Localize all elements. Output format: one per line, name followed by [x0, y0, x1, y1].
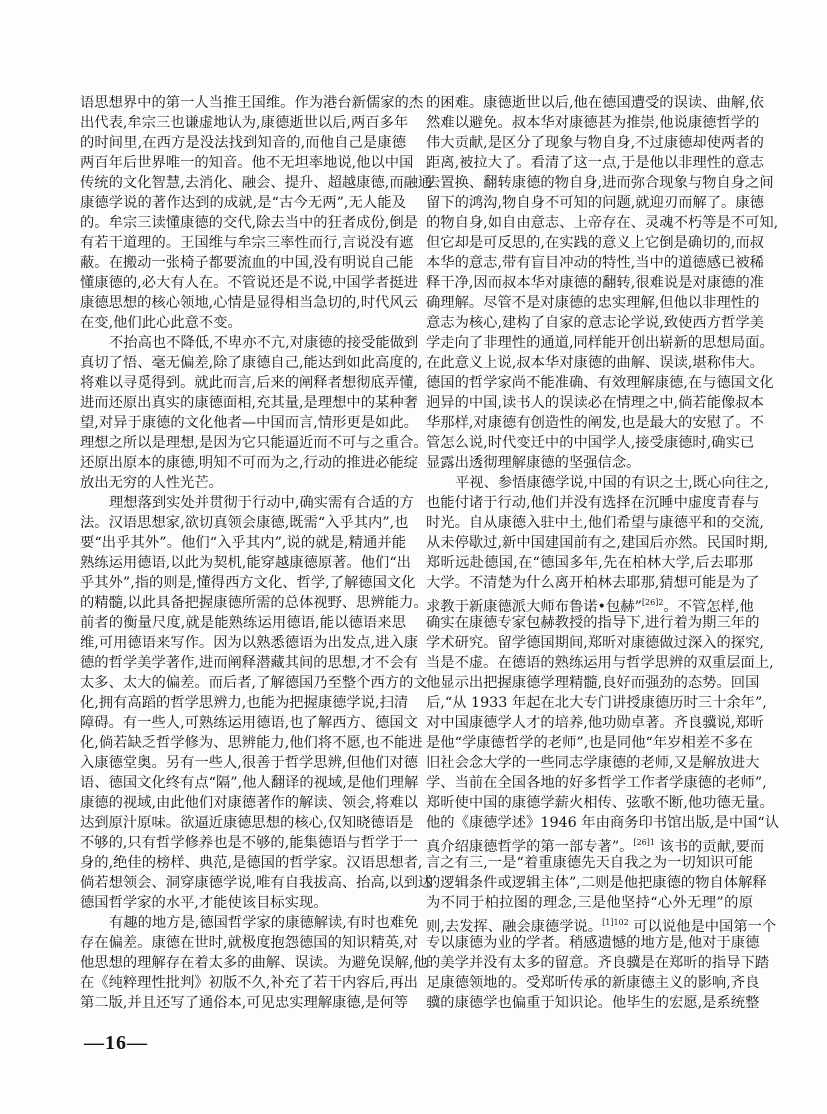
text-line: 理想落到实处并贯彻于行动中,确实需有合适的方: [109, 495, 414, 511]
text-line: 出代表,牟宗三也谦虚地认为,康德逝世以后,两百多年: [80, 115, 409, 131]
text-line: 郑昕使中国的康德学薪火相传、弦歌不断,他功德无量。: [426, 795, 774, 811]
text-line: 的美学并没有太多的留意。齐良骥是在郑昕的指导下踏: [426, 955, 770, 971]
text-line: 进而还原出真实的康德面相,充其量,是理想中的某种奢: [80, 395, 418, 411]
citation-superscript: [26]2: [641, 598, 664, 607]
text-line: 身的,绝佳的榜样、典范,是德国的哲学家。汉语思想者,: [80, 855, 423, 871]
text-line: 留下的鸿沟,物自身不可知的问题,就迎刃而解了。康德: [426, 195, 764, 211]
text-segment: 该书的贡献,要而: [654, 839, 765, 855]
text-line: 学、当前在全国各地的好多哲学工作者学康德的老师”,: [426, 775, 767, 791]
text-line: 化,拥有高蹈的哲学思辨力,也能为把握康德学说,扫清: [80, 695, 409, 711]
text-line: 存在偏差。康德在世时,就极度抱怨德国的知识精英,对: [80, 935, 418, 951]
text-line: 有趣的地方是,德国哲学家的康德解读,有时也难免: [109, 915, 419, 931]
text-segment: 。不管怎样,他: [663, 599, 754, 615]
text-line: 迥异的中国,读书人的误读必在情理之中,倘若能像叔本: [426, 395, 764, 411]
text-line: 后,“从 1933 年起在北大专门讲授康德历时三十余年”,: [426, 695, 767, 711]
text-line: 但它却是可反思的,在实践的意义上它倒是确切的,而叔: [426, 235, 764, 251]
text-line: 化,倘若缺乏哲学修为、思辨能力,他们将不愿,也不能进: [80, 735, 423, 751]
text-line: 的精髓,以此具备把握康德所需的总体视野、思辨能力。: [80, 595, 428, 611]
text-line: 显露出透彻理解康德的坚强信念。: [426, 455, 641, 471]
text-line: 理想之所以是理想,是因为它只能逼近而不可与之重合。: [80, 435, 428, 451]
paragraph: [80, 913, 428, 1013]
text-line: 学走向了非理性的通道,同样能开创出崭新的思想局面。: [426, 335, 774, 351]
text-line: 熟练运用德语,以此为契机,能穿越康德原著。他们“出: [80, 555, 411, 571]
text-line: [426, 833, 765, 855]
text-line: 他的《康德学述》1946 年由商务印书馆出版,是中国“认: [426, 815, 780, 831]
text-line: 维,可用德语来写作。因为以熟悉德语为出发点,进入康: [80, 635, 418, 651]
citation-superscript: [1]102: [602, 918, 629, 927]
text-line: 从未停歇过,新中国建国前有之,建国后亦然。民国时期,: [426, 535, 769, 551]
text-line: 管怎么说,时代变迁中的中国学人,接受康德时,确实已: [426, 435, 755, 451]
text-line: 传统的文化智慧,去消化、融会、提升、超越康德,而融通: [80, 175, 433, 191]
text-line: 足康德领地的。受郑昕传承的新康德主义的影响,齐良: [426, 975, 760, 991]
text-line: 两百年后世界唯一的知音。他不无坦率地说,他以中国: [80, 155, 414, 171]
text-line: 旧社会念大学的一些同志学康德的老师,又是解放进大: [426, 755, 760, 771]
text-line: 当是不虚。在德语的熟练运用与哲学思辨的双重层面上,: [426, 655, 774, 671]
text-line: 他显示出把握康德学理精髓,良好而强劲的态势。回国: [426, 675, 760, 691]
text-line: 第二版,并且还写了通俗本,可见忠实理解康德,是何等: [80, 995, 409, 1011]
text-segment: 真介绍康德哲学的第一部专著”。: [426, 839, 634, 855]
text-line: 为不同于柏拉图的理念,三是他坚持“心外无理”的原: [426, 895, 753, 911]
text-line: 望,对异于康德的文化他者—中国而言,情形更是如此。: [80, 415, 418, 431]
text-line: 放出无穷的人性光芒。: [80, 475, 223, 491]
paragraph: [426, 473, 780, 1013]
text-line: 学术研究。留学德国期间,郑昕对康德做过深入的探究,: [426, 635, 764, 651]
text-line: 要“出乎其外”。他们“入乎其内”,说的就是,精通并能: [80, 535, 406, 551]
text-line: 对中国康德学人才的培养,他功勋卓著。齐良骥说,郑昕: [426, 715, 764, 731]
text-line: 的物自身,如自由意志、上帝存在、灵魂不朽等是不可知,: [426, 215, 779, 231]
text-line: 康德的视域,由此他们对康德著作的解读、领会,将难以: [80, 795, 418, 811]
text-segment: 可以说他是中国第一个: [628, 919, 777, 935]
text-line: 他思想的理解存在着太多的曲解、误读。为避免误解,他: [80, 955, 428, 971]
text-line: 去置换、翻转康德的物自身,进而弥合现象与物自身之间: [426, 175, 774, 191]
text-line: 确实在康德专家包赫教授的指导下,进行着为期三年的: [426, 615, 760, 631]
text-line: 懂康德的,必大有人在。不管说还是不说,中国学者挺进: [80, 275, 418, 291]
text-line: 蔽。在搬动一张椅子都要流血的中国,没有明说自己能: [80, 255, 414, 271]
text-line: 的。牟宗三读懂康德的交代,除去当中的狂者成份,倒是: [80, 215, 418, 231]
paragraph: [426, 93, 779, 473]
left-column: [80, 93, 433, 1013]
text-line: 时光。自从康德入驻中土,他们希望与康德平和的交流,: [426, 515, 764, 531]
paragraph: [80, 333, 428, 493]
text-line: 释干净,因而叔本华对康德的翻转,很难说是对康德的准: [426, 275, 764, 291]
text-line: 康德思想的核心领地,心情是显得相当急切的,时代风云: [80, 295, 418, 311]
text-line: 德的哲学美学著作,进而阐释潜藏其间的思想,才不会有: [80, 655, 418, 671]
text-line: 也能付诸于行动,他们并没有选择在沉睡中虚度青春与: [426, 495, 760, 511]
page-number: —16—: [84, 1032, 148, 1054]
text-line: 前者的衡量尺度,就是能熟练运用德语,能以德语来思: [80, 615, 406, 631]
text-line: 入康德堂奥。另有一些人,很善于哲学思辨,但他们对德: [80, 755, 418, 771]
text-line: 的时间里,在西方是没法找到知音的,而他自己是康德: [80, 135, 406, 151]
text-line: 本华的意志,带有盲目冲动的特性,当中的道德感已被稀: [426, 255, 764, 271]
text-line: 康德学说的著作达到的成就,是“古今无两”,无人能及: [80, 195, 406, 211]
text-line: 达到原汁原味。欲逼近康德思想的核心,仅知晓德语是: [80, 815, 414, 831]
text-line: 法。汉语思想家,欲切真领会康德,既需“入乎其内”,也: [80, 515, 409, 531]
text-line: 在此意义上说,叔本华对康德的曲解、误读,堪称伟大。: [426, 355, 764, 371]
text-line: 将难以寻觅得到。就此而言,后来的阐释者想彻底弄懂,: [80, 375, 418, 391]
paragraph: [80, 93, 433, 333]
text-line: 德国哲学家的水平,才能使该目标实现。: [80, 895, 328, 911]
text-line: 在《纯粹理性批判》初版不久,补充了若干内容后,再出: [80, 975, 418, 991]
text-line: 不抬高也不降低,不卑亦不亢,对康德的接受能做到: [109, 335, 419, 351]
text-line: 专以康德为业的学者。稍感遗憾的地方是,他对于康德: [426, 935, 760, 951]
text-line: 是他“学康德哲学的老师”,也是同他“年岁相差不多在: [426, 735, 753, 751]
text-line: 太多、太大的偏差。而后者,了解德国乃至整个西方的文: [80, 675, 428, 691]
text-line: 语、德国文化终有点“隔”,他人翻译的视域,是他们理解: [80, 775, 419, 791]
text-line: 华那样,对康德有创造性的阐发,也是最大的安慰了。不: [426, 415, 764, 431]
text-line: 障碍。有一些人,可熟练运用德语,也了解西方、德国文: [80, 715, 418, 731]
paragraph: [80, 493, 433, 913]
text-line: 确理解。尽管不是对康德的忠实理解,但他以非理性的: [426, 295, 760, 311]
text-line: 然难以避免。叔本华对康德甚为推崇,他说康德哲学的: [426, 115, 760, 131]
text-line: 的困难。康德逝世以后,他在德国遭受的误读、曲解,依: [426, 95, 764, 111]
text-line: 还原出原本的康德,明知不可而为之,行动的推进必能绽: [80, 455, 418, 471]
text-line: 大学。不清楚为什么离开柏林去耶那,猜想可能是为了: [426, 575, 760, 591]
text-line: 距离,被拉大了。看清了这一点,于是他以非理性的意志: [426, 155, 764, 171]
text-line: 平视、参悟康德学说,中国的有识之士,既心向往之,: [455, 475, 769, 491]
text-line: 真切了悟、毫无偏差,除了康德自己,能达到如此高度的,: [80, 355, 423, 371]
text-line: 乎其外”,指的则是,懂得西方文化、哲学,了解德国文化: [80, 575, 416, 591]
text-line: [426, 593, 753, 613]
text-line: 有若干道理的。王国维与牟宗三率性而行,言说没有遮: [80, 235, 414, 251]
text-line: 在变,他们此心此意不变。: [80, 315, 242, 331]
citation-superscript: [26]1: [633, 838, 655, 847]
text-line: [426, 913, 777, 935]
text-line: 意志为核心,建构了自家的意志论学说,致使西方哲学美: [426, 315, 764, 331]
text-segment: 求教于新康德派大师布鲁诺•包赫”: [426, 599, 642, 615]
text-line: 德国的哲学家尚不能准确、有效理解康德,在与德国文化: [426, 375, 774, 391]
text-line: 的逻辑条件或逻辑主体”,二则是他把康德的物自体解释: [426, 875, 767, 891]
text-line: 言之有三,一是“着重康德先天自我之为一切知识可能: [426, 855, 753, 871]
text-line: 语思想界中的第一人当推王国维。作为港台新儒家的杰: [80, 95, 424, 111]
text-segment: 则,去发挥、融会康德学说。: [426, 919, 603, 935]
text-line: 倘若想领会、洞穿康德学说,唯有自我拔高、抬高,以到达: [80, 875, 433, 891]
text-line: 伟大贡献,是区分了现象与物自身,不过康德却使两者的: [426, 135, 764, 151]
text-line: 骥的康德学也偏重于知识论。他毕生的宏愿,是系统整: [426, 995, 760, 1011]
right-column: [426, 93, 780, 1013]
text-line: 郑昕远赴德国,在“德国多年,先在柏林大学,后去耶那: [426, 555, 753, 571]
text-line: 不够的,只有哲学修养也是不够的,能集德语与哲学于一: [80, 835, 418, 851]
